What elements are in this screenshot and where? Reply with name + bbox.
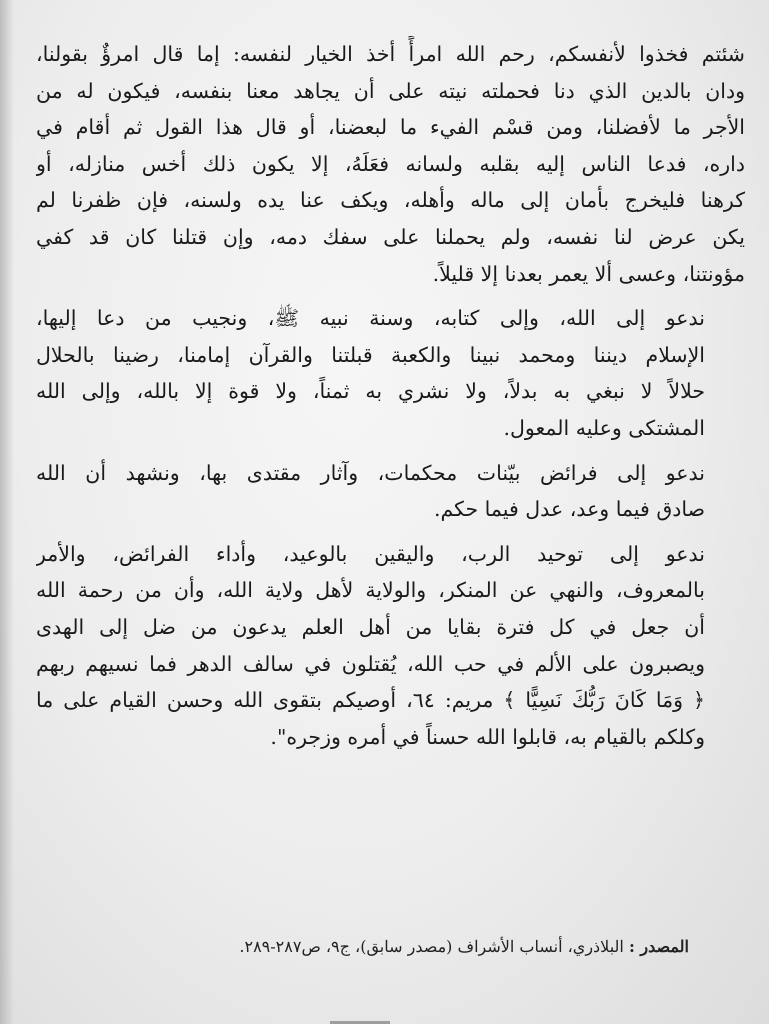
text-line: شئتم فخذوا لأنفسكم، رحم الله امرأً أخذ الخيار لنفسه: إما قال امرؤٌ بقولنا، xyxy=(36,42,745,66)
paragraph-4 xyxy=(36,536,745,756)
text-line: مؤونتنا، وعسى ألا يعمر بعدنا إلا قليلاً. xyxy=(432,261,745,286)
source-citation xyxy=(239,930,689,964)
text-line: وكلكم بالقيام به، قابلوا الله حسناً في أمره وزجره". xyxy=(270,724,705,749)
text-line: حلالاً لا نبغي به بدلاً، ولا نشري به ثمناً، ولا قوة إلا بالله، وإلى الله xyxy=(36,379,705,404)
paragraph-1 xyxy=(36,36,745,292)
text-line: داره، فدعا الناس إليه بقلبه ولسانه فعَلَهُ، إلا يكون ذلك أخس منازله، أو xyxy=(36,151,745,176)
source-label: المصدر : xyxy=(628,937,689,956)
text-line: يكن عرض لنا نفسه، ولم يحملنا على سفك دمه، وإن قتلنا كان قد كفي xyxy=(36,224,745,249)
body-text xyxy=(36,36,745,763)
text-line: المشتكى وعليه المعول. xyxy=(503,415,705,440)
text-line: ودان بالدين الذي دنا فحملته نيته على أن يجاهد معنا بنفسه، فيكون له من xyxy=(36,78,745,103)
text-line: كرهنا فليخرج بأمان إلى ماله وأهله، ويكف عنا يده ولسنه، فإن ظفرنا لم xyxy=(36,188,745,213)
text-line: الإسلام ديننا ومحمد نبينا والكعبة قبلتنا والقرآن إمامنا، رضينا بالحلال xyxy=(36,342,705,367)
text-line: صادق فيما وعد، عدل فيما حكم. xyxy=(434,497,705,522)
text-line: ندعو إلى توحيد الرب، واليقين بالوعيد، وأداء الفرائض، والأمر xyxy=(36,541,705,566)
text-line: أن جعل في كل فترة بقايا من أهل العلم يدعون من ضل إلى الهدى xyxy=(36,614,705,639)
text-line: بالمعروف، والنهي عن المنكر، والولاية لأهل ولاية الله، وأن من رحمة الله xyxy=(36,578,705,603)
text-line: ندعو إلى فرائض بيّنات محكمات، وآثار مقتدى بها، ونشهد أن الله xyxy=(36,460,705,485)
page-edge-shadow xyxy=(0,0,14,1024)
text-line: ويصبرون على الألم في حب الله، يُقتلون في سالف الدهر فما نسيهم ربهم xyxy=(36,651,705,676)
paragraph-3 xyxy=(36,455,745,528)
text-line: ﴿ وَمَا كَانَ رَبُّكَ نَسِيًّا ﴾ مريم: ٦٤، أوصيكم بتقوى الله وحسن القيام على ما xyxy=(36,688,705,713)
text-line: الأجر ما لأفضلنا، ومن قسْم الفيء ما لبعضنا، أو قال هذا القول ثم أقام في xyxy=(36,115,745,140)
text-line: ندعو إلى الله، وإلى كتابه، وسنة نبيه ﷺ، ونجيب من دعا إليها، xyxy=(36,306,705,331)
source-text: البلاذري، أنساب الأشراف (مصدر سابق)، ج٩، ص٢٨٧-٢٨٩. xyxy=(239,937,624,956)
paragraph-2 xyxy=(36,300,745,446)
